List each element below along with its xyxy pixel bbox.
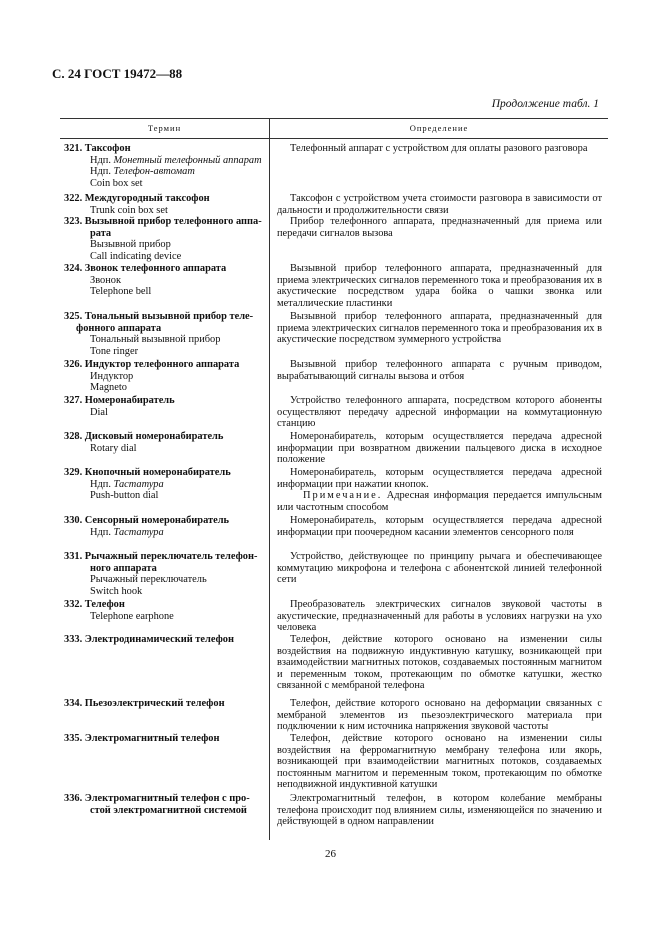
definition-text: Номеронабиратель, которым осуществляется передача адресной информации при поочередном касании элементов сенсорного поля [277,515,602,538]
term-name: 332. Телефон [64,599,125,610]
definition-text: Устройство телефонного аппарата, посредством которого абоненты осуществляют передачу адресной информации на коммутационную станцию [277,395,602,430]
term-synonym: Magneto [90,382,127,394]
term-synonym [64,166,266,178]
term-synonym: Вызывной прибор [90,239,171,251]
term-name: 334. Пьезоэлектрический телефон [64,698,225,709]
definition-text: Вызывной прибор телефонного аппарата, предназначенный для приема электрических сигналов переменного тока и преобразования их в акустические посредством удара бойка о чашки звонка или металлические пластинки [277,263,602,309]
term-synonym: Индуктор [90,370,134,382]
column-header-term: Термин [147,123,182,133]
term-synonym [64,155,266,167]
table-continuation-label: Продолжение табл. 1 [491,98,599,110]
term-name: стой электромагнитной системой [90,804,247,816]
term-cell [64,193,266,216]
term-name: 331. Рычажный переключатель телефон- [64,551,258,562]
definition-cell [277,698,602,733]
deprecated-term: Монетный телефонный аппарат [113,154,262,166]
definition-cell [277,551,602,586]
term-cell [64,431,266,454]
term-cell [64,599,266,622]
term-synonym: Звонок [90,274,122,286]
deprecated-term: Телефон-автомат [113,166,195,178]
definition-cell [277,311,602,346]
term-cell [64,395,266,418]
deprecated-prefix: Ндп. [90,478,114,490]
definition-text: Телефон, действие которого основано на изменении силы воздействия на подвижную индуктивную катушку, возникающей при взаимодействии магнитных потоков, создаваемых постоянным магнитом и переменным током, протекающим по обмотке катушки, жестко связанной с мембраной телефона [277,634,602,692]
table-header-rule [60,138,608,139]
term-name: 333. Электродинамический телефон [64,634,234,645]
term-name: 323. Вызывной прибор телефонного аппа- [64,216,262,227]
definition-cell [277,395,602,430]
term-cell [64,359,266,394]
deprecated-prefix: Ндп. [90,526,114,538]
term-cell [64,551,266,597]
term-name: ного аппарата [90,562,157,574]
definition-text: Электромагнитный телефон, в котором колебание мембраны телефона происходит под влиянием силы, изменяющейся по значению и действующей в одном направлении [277,793,602,828]
definition-text: Номеронабиратель, которым осуществляется передача адресной информации при возвратном движении пальцевого диска в исходное положение [277,431,602,466]
definition-text: Телефон, действие которого основано на изменении силы воздействия на ферромагнитную мембрану телефона или якорь, возникающей при взаимодействии магнитных потоков, создаваемых постоянным магнитом и переменным током, протекающим по обмотке неподвижной индуктивной катушки [277,733,602,791]
term-cell [64,143,266,189]
column-header-definition: Определение [409,123,469,133]
definition-text: Вызывной прибор телефонного аппарата с ручным приводом, вырабатывающий сигналы вызова и отбоя [277,359,602,382]
deprecated-prefix: Ндп. [90,166,114,178]
definition-cell [277,193,602,216]
definition-text: Номеронабиратель, которым осуществляется передача адресной информации при нажатии кнопок. [277,467,602,490]
definition-cell [277,599,602,634]
term-synonym: Coin box set [90,177,143,189]
definition-note: Примечание. Адресная информация передается импульсным или частотным способом [277,490,602,513]
term-synonym: Telephone bell [90,286,152,298]
definition-text: Устройство, действующее по принципу рычага и обеспечивающее коммутацию микрофона и телефона с абонентской линией телефонной сети [277,551,602,586]
term-synonym: Call indicating device [90,250,182,262]
term-synonym [64,479,266,491]
definition-cell [277,431,602,466]
term-name: 324. Звонок телефонного аппарата [64,263,227,274]
term-synonym: Рычажный переключатель [90,574,207,586]
term-synonym: Push-button dial [90,490,159,502]
term-cell [64,698,266,710]
term-synonym: Dial [90,406,108,418]
note-label: Примечание. [303,490,383,502]
definition-text: Преобразователь электрических сигналов звуковой частоты в акустические, предназначенный для работы в условиях нагрузки на ухо человека [277,599,602,634]
definition-cell [277,359,602,382]
term-name: 335. Электромагнитный телефон [64,733,220,744]
term-name: 327. Номеронабиратель [64,395,175,406]
page-number: 26 [325,848,336,860]
definition-text: Телефонный аппарат с устройством для оплаты разового разговора [290,143,588,154]
deprecated-term: Тастатура [113,478,164,490]
term-synonym: Switch hook [90,585,143,597]
term-name: 325. Тональный вызывной прибор теле- [64,311,254,322]
term-name: 329. Кнопочный номеронабиратель [64,467,231,478]
definition-text: Вызывной прибор телефонного аппарата, предназначенный для приема электрических сигналов переменного тока и преобразования их в акустические посредством зуммерного устройства [277,311,602,346]
term-cell [64,216,266,262]
term-synonym: Tone ringer [90,345,139,357]
term-synonym: Trunk coin box set [90,204,168,216]
definition-cell [277,515,602,538]
definition-cell [277,733,602,791]
definition-text: Прибор телефонного аппарата, предназначенный для приема или передачи сигналов вызова [277,216,602,239]
term-name: фонного аппарата [76,322,162,334]
term-cell [64,634,266,646]
term-synonym [64,527,266,539]
term-cell [64,733,266,745]
definition-text: Телефон, действие которого основано на деформации связанных с мембраной элементов из пьезоэлектрического материала при подключении к ним источника напряжения звуковой частоты [277,698,602,733]
term-synonym: Rotary dial [90,442,137,454]
definition-text: Таксофон с устройством учета стоимости разговора в зависимости от дальности и продолжительности связи [277,193,602,216]
term-name: 322. Междугородный таксофон [64,193,210,204]
term-cell [64,263,266,298]
term-cell [64,793,266,816]
definition-cell [277,634,602,692]
page-header-title: С. 24 ГОСТ 19472—88 [52,66,183,81]
deprecated-term: Тастатура [113,526,164,538]
term-name: 328. Дисковый номеронабиратель [64,431,224,442]
term-name: 321. Таксофон [64,143,131,154]
term-name: 330. Сенсорный номеронабиратель [64,515,230,526]
definition-cell [277,467,602,513]
definition-cell [277,216,602,239]
term-synonym: Telephone earphone [90,610,174,622]
deprecated-prefix: Ндп. [90,154,114,166]
term-name: 326. Индуктор телефонного аппарата [64,359,240,370]
term-name: 336. Электромагнитный телефон с про- [64,793,250,804]
term-cell [64,467,266,502]
definition-cell [277,263,602,309]
definition-cell [277,143,602,155]
term-cell [64,515,266,538]
column-divider [269,118,270,840]
term-cell [64,311,266,357]
term-synonym: Тональный вызывной прибор [90,334,221,346]
term-name: рата [90,227,112,239]
definition-cell [277,793,602,828]
